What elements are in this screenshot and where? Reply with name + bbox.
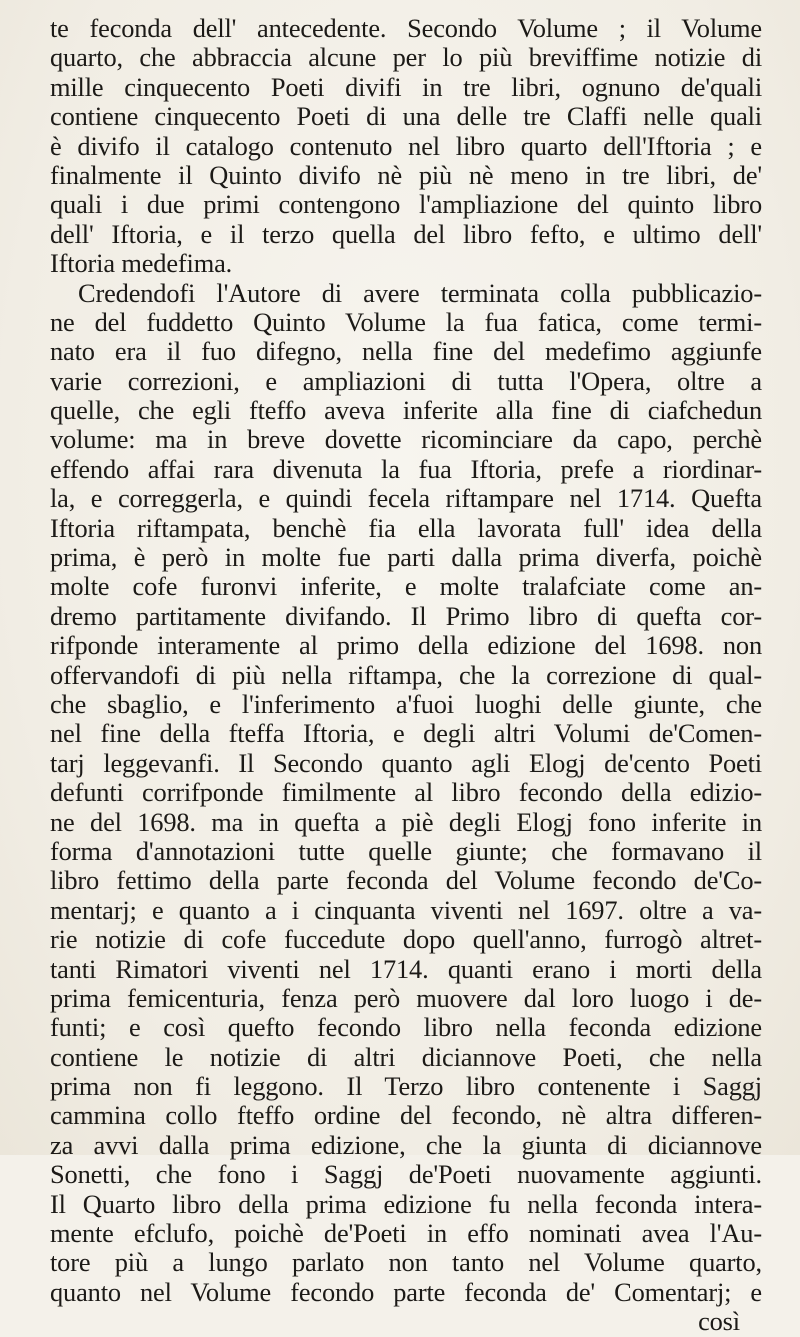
text-line: varie correzioni, e ampliazioni di tutta l'Opera, oltre a — [50, 366, 762, 396]
text-line: quelle, che egli fteffo aveva inferite alla fine di ciafchedun — [50, 396, 762, 426]
text-line: dremo partitamente divifando. Il Primo libro di quefta cor- — [50, 601, 762, 631]
text-line: mentarj; e quanto a i cinquanta viventi nel 1697. oltre a va- — [50, 895, 762, 925]
catchword: così — [698, 1307, 740, 1337]
text-line: dell' Iftoria, e il terzo quella del libro fefto, e ultimo dell' — [50, 219, 762, 249]
text-line: la, e correggerla, e quindi fecela riftampare nel 1714. Quefta — [50, 484, 762, 514]
text-line: molte cofe furonvi inferite, e molte tralafciate come an- — [50, 572, 762, 602]
text-line: nato era il fuo difegno, nella fine del medefimo aggiunfe — [50, 337, 762, 367]
text-line: prima, è però in molte fue parti dalla prima diverfa, poichè — [50, 543, 762, 573]
body-text — [50, 14, 762, 1337]
text-line: te feconda dell' antecedente. Secondo Volume ; il Volume — [50, 14, 762, 43]
text-line: quali i due primi contengono l'ampliazione del quinto libro — [50, 190, 762, 220]
text-line: nel fine della fteffa Iftoria, e degli altri Volumi de'Comen- — [50, 719, 762, 749]
text-line: offervandofi di più nella riftampa, che la correzione di qual- — [50, 660, 762, 690]
text-line: volume: ma in breve dovette ricominciare da capo, perchè — [50, 425, 762, 455]
text-line: Il Quarto libro della prima edizione fu nella feconda intera- — [50, 1189, 762, 1219]
text-line: rie notizie di cofe fuccedute dopo quell'anno, furrogò altret- — [50, 925, 762, 955]
text-line: Credendofi l'Autore di avere terminata colla pubblicazio- — [78, 278, 762, 308]
text-line: mille cinquecento Poeti divifi in tre libri, ognuno de'quali — [50, 72, 762, 102]
text-line: contiene le notizie di altri diciannove Poeti, che nella — [50, 1042, 762, 1072]
text-line: quanto nel Volume fecondo parte feconda de' Comentarj; e — [50, 1277, 762, 1307]
text-line: effendo affai rara divenuta la fua Iftoria, prefe a riordinar- — [50, 454, 762, 484]
text-line: tarj leggevanfi. Il Secondo quanto agli Elogj de'cento Poeti — [50, 748, 762, 778]
text-line: Iftoria riftampata, benchè fia ella lavorata full' idea della — [50, 513, 762, 543]
text-line: libro fettimo della parte feconda del Volume fecondo de'Co- — [50, 866, 762, 896]
text-line: tanti Rimatori viventi nel 1714. quanti erano i morti della — [50, 954, 762, 984]
text-line: mente efclufo, poichè de'Poeti in effo nominati avea l'Au- — [50, 1219, 762, 1249]
text-line: è divifo il catalogo contenuto nel libro quarto dell'Iftoria ; e — [50, 131, 762, 161]
text-line: cammina collo fteffo ordine del fecondo, nè altra differen- — [50, 1101, 762, 1131]
text-line: Iftoria medefima. — [50, 249, 233, 279]
text-line: contiene cinquecento Poeti di una delle tre Claffi nelle quali — [50, 102, 762, 132]
text-line: ne del fuddetto Quinto Volume la fua fatica, come termi- — [50, 307, 762, 337]
text-line: finalmente il Quinto divifo nè più nè meno in tre libri, de' — [50, 160, 762, 190]
text-line: che sbaglio, e l'inferimento a'fuoi luoghi delle giunte, che — [50, 689, 762, 719]
text-line: prima femicenturia, fenza però muovere dal loro luogo i de- — [50, 983, 762, 1013]
text-line: funti; e così quefto fecondo libro nella feconda edizione — [50, 1013, 762, 1043]
text-line: ne del 1698. ma in quefta a piè degli Elogj fono inferite in — [50, 807, 762, 837]
text-line: tore più a lungo parlato non tanto nel Volume quarto, — [50, 1248, 762, 1278]
text-line: Sonetti, che fono i Saggj de'Poeti nuovamente aggiunti. — [50, 1160, 762, 1190]
text-line: quarto, che abbraccia alcune per lo più breviffime notizie di — [50, 43, 762, 73]
text-line: za avvi dalla prima edizione, che la giunta di diciannove — [50, 1130, 762, 1160]
text-line: defunti corrifponde fimilmente al libro fecondo della edizio- — [50, 778, 762, 808]
text-line: rifponde interamente al primo della edizione del 1698. non — [50, 631, 762, 661]
text-line: prima non fi leggono. Il Terzo libro contenente i Saggj — [50, 1072, 762, 1102]
text-line: forma d'annotazioni tutte quelle giunte; che formavano il — [50, 836, 762, 866]
